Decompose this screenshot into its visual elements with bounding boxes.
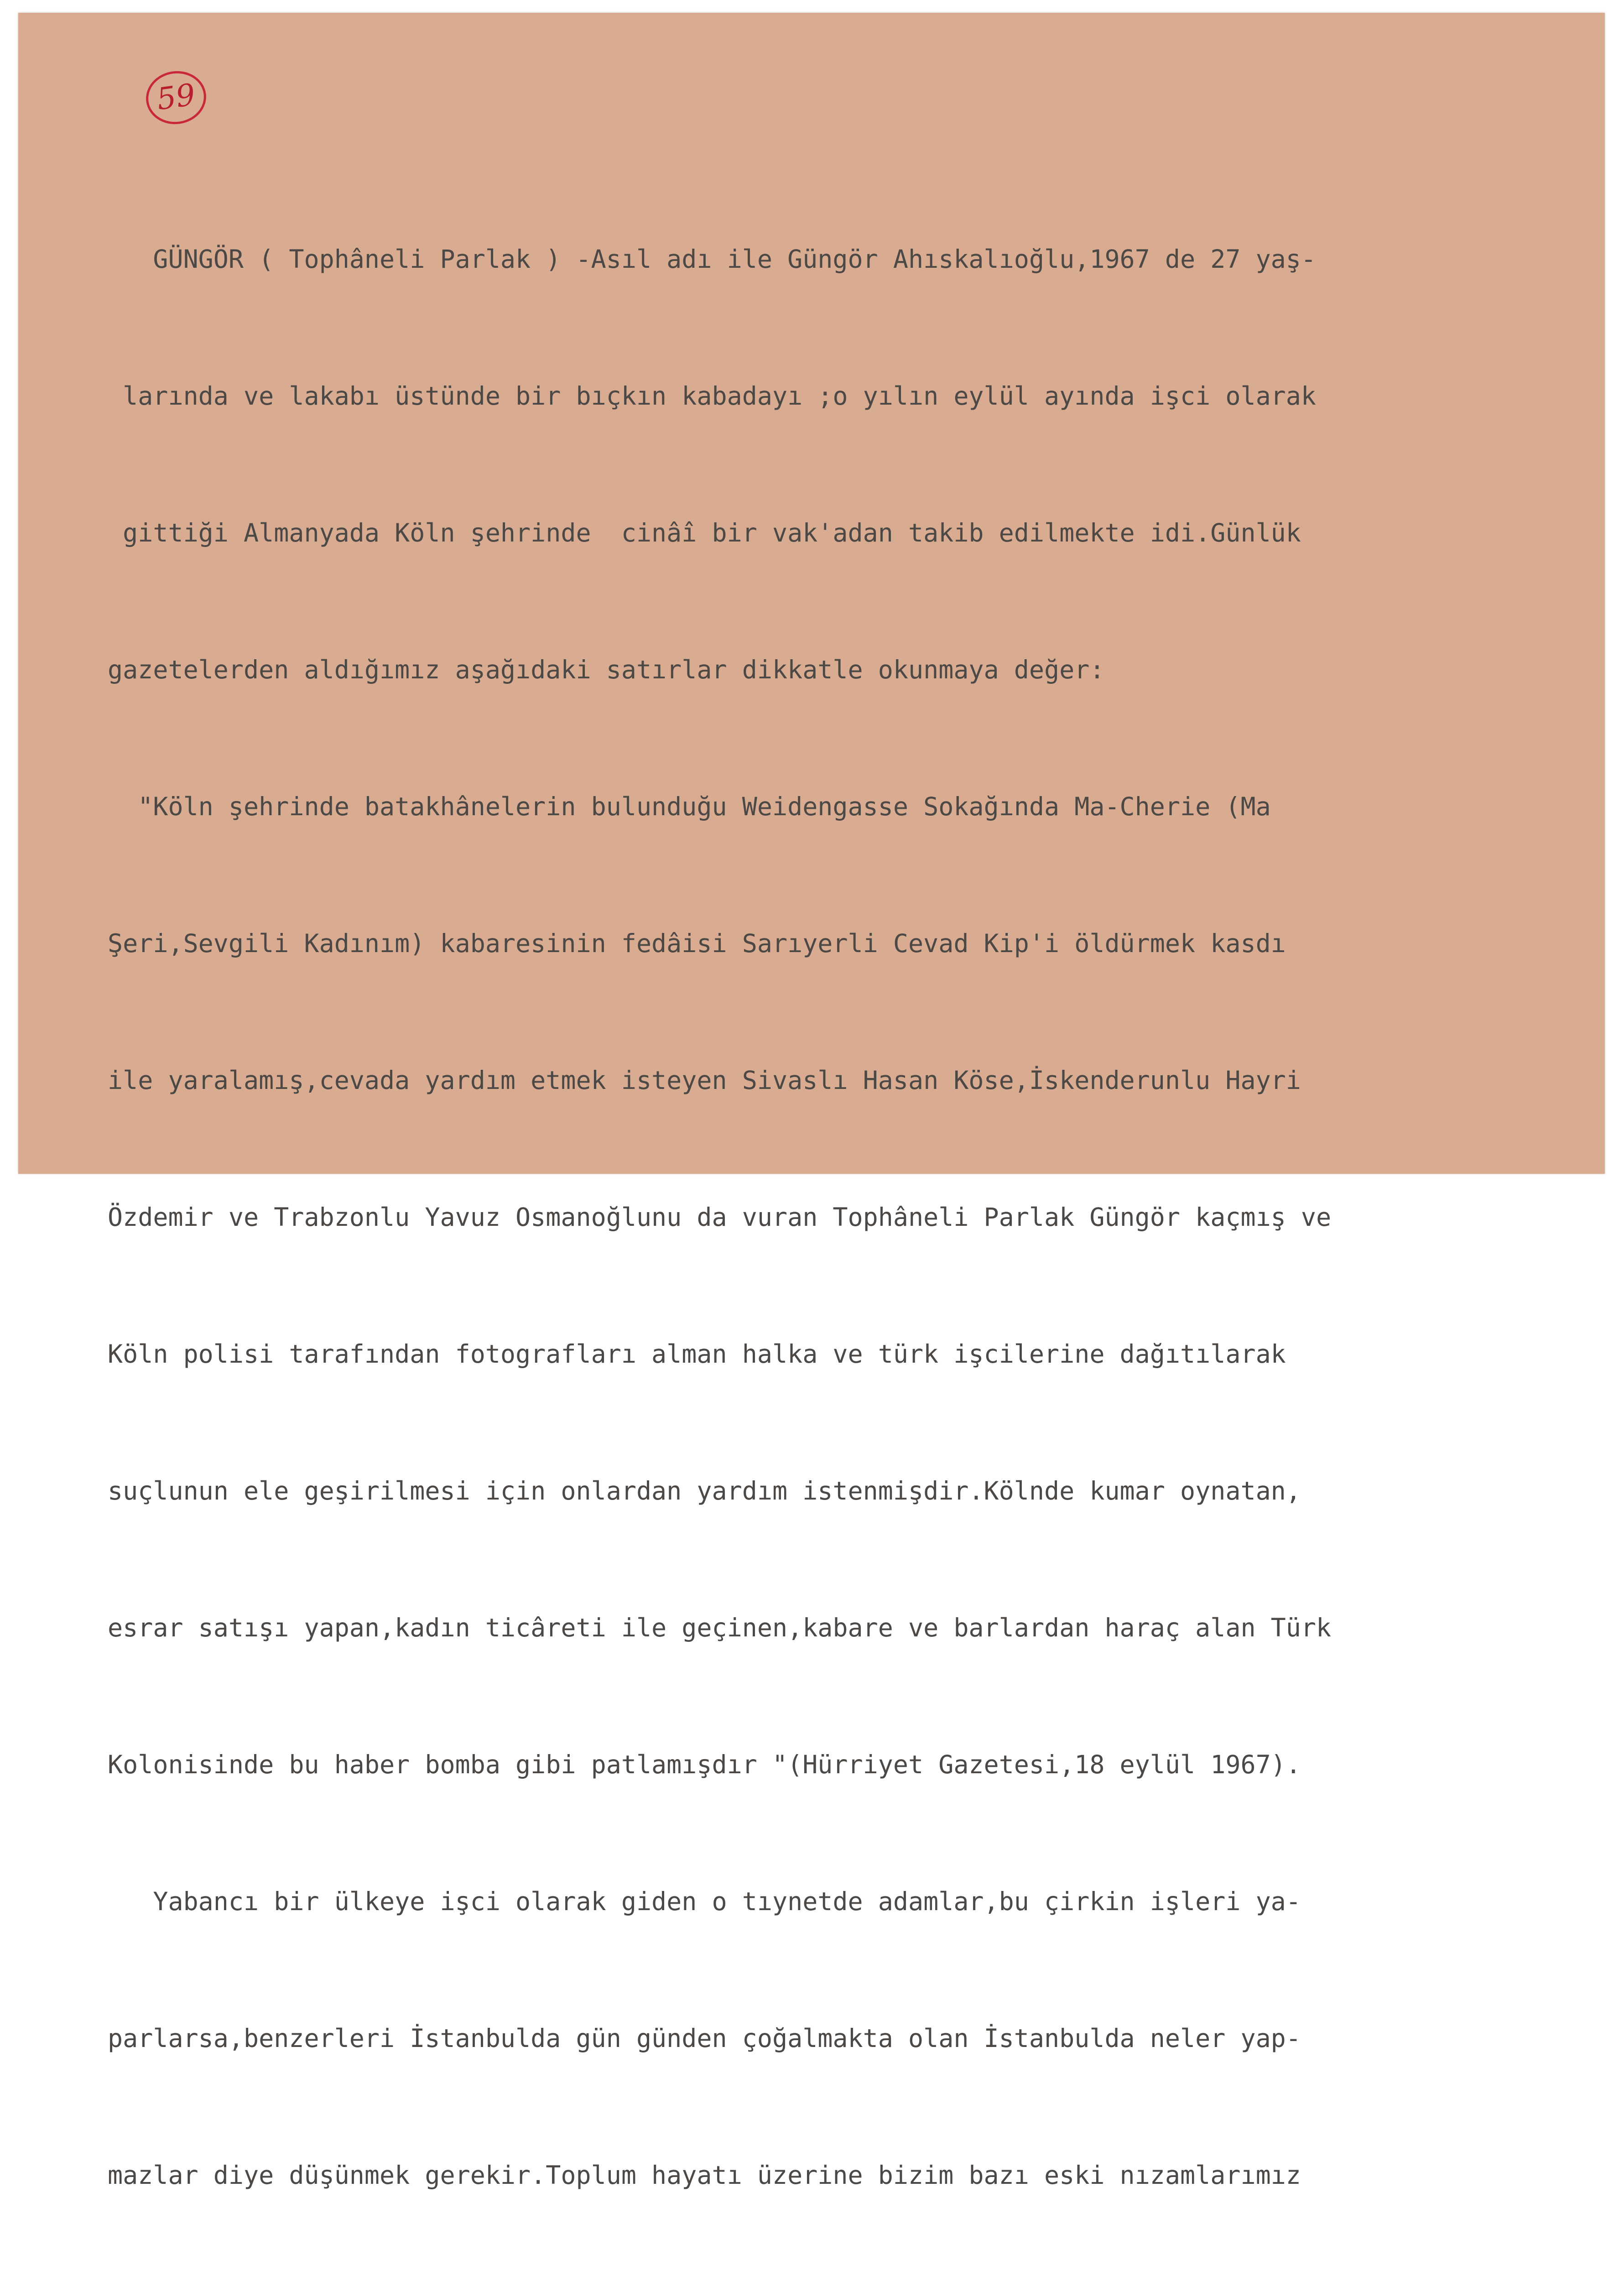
folio-number-stamp: 59 [143, 67, 210, 128]
text-line: gittiği Almanyada Köln şehrinde cinâî bir vak'adan takib edilmekte idi.Günlük [108, 518, 1301, 547]
text-line: parlarsa,benzerleri İstanbulda gün günden çoğalmakta olan İstanbulda neler yap- [108, 2024, 1301, 2053]
text-line: Yabancı bir ülkeye işci olarak giden o tıynetde adamlar,bu çirkin işleri ya- [108, 1887, 1301, 1916]
text-line: larında ve lakabı üstünde bir bıçkın kabadayı ;o yılın eylül ayında işci olarak [108, 381, 1317, 411]
typed-text-block [108, 145, 1613, 2281]
text-line: gazetelerden aldığımız aşağıdaki satırlar dikkatle okunmaya değer: [108, 655, 1105, 684]
text-line: Şeri,Sevgili Kadınım) kabaresinin fedâisi Sarıyerli Cevad Kip'i öldürmek kasdı [108, 929, 1286, 958]
text-line: Kolonisinde bu haber bomba gibi patlamışdır "(Hürriyet Gazetesi,18 eylül 1967). [108, 1750, 1301, 1779]
text-line: "Köln şehrinde batakhânelerin bulunduğu Weidengasse Sokağında Ma-Cherie (Ma [108, 792, 1271, 821]
text-line: ile yaralamış,cevada yardım etmek isteyen Sivaslı Hasan Köse,İskenderunlu Hayri [108, 1066, 1301, 1095]
text-line: esrar satışı yapan,kadın ticâreti ile geçinen,kabare ve barlardan haraç alan Türk [108, 1613, 1332, 1642]
text-line: suçlunun ele geşirilmesi için onlardan yardım istenmişdir.Kölnde kumar oynatan, [108, 1476, 1301, 1505]
text-line: Köln polisi tarafından fotografları alman halka ve türk işcilerine dağıtılarak [108, 1339, 1286, 1369]
text-line: mazlar diye düşünmek gerekir.Toplum hayatı üzerine bizim bazı eski nızamlarımız [108, 2161, 1301, 2190]
text-line: GÜNGÖR ( Tophâneli Parlak ) -Asıl adı ile Güngör Ahıskalıoğlu,1967 de 27 yaş- [108, 245, 1317, 274]
text-line: Özdemir ve Trabzonlu Yavuz Osmanoğlunu da vuran Tophâneli Parlak Güngör kaçmış ve [108, 1203, 1332, 1232]
document-card [18, 13, 1605, 2190]
